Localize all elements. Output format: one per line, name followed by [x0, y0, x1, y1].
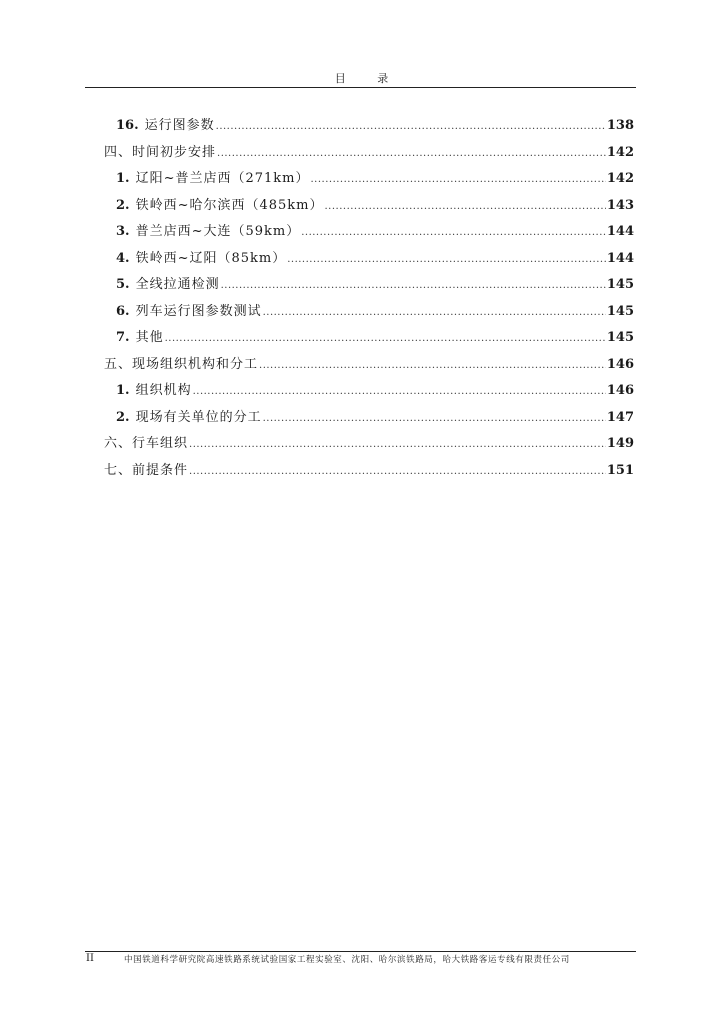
toc-entry-page: 145	[606, 330, 634, 345]
toc-entry[interactable]	[104, 114, 634, 141]
toc-entry[interactable]	[104, 273, 634, 300]
toc-entry-label	[104, 114, 215, 133]
toc-entry-text: 五、现场组织机构和分工	[104, 356, 259, 372]
toc-entry-label	[104, 273, 220, 292]
toc-entry[interactable]	[104, 300, 634, 327]
footer-divider	[85, 951, 636, 952]
toc-entry[interactable]	[104, 432, 634, 459]
toc-entry-label	[104, 141, 216, 160]
toc-entry-number: 4.	[116, 250, 130, 266]
toc-entry-number: 7.	[116, 330, 130, 345]
toc-entry[interactable]	[104, 167, 634, 194]
toc-leader-dots	[263, 307, 606, 318]
toc-leader-dots	[301, 227, 606, 238]
toc-leader-dots	[217, 148, 606, 159]
toc-leader-dots	[325, 201, 606, 212]
toc-leader-dots	[189, 466, 606, 477]
toc-entry-label	[104, 247, 286, 266]
toc-leader-dots	[221, 280, 606, 291]
toc-entry-label	[104, 300, 262, 319]
toc-leader-dots	[216, 121, 606, 132]
toc-entry-number: 5.	[116, 277, 130, 292]
toc-entry-label	[104, 379, 192, 398]
toc-entry[interactable]	[104, 353, 634, 380]
toc-entry-page: 144	[606, 224, 634, 239]
toc-entry-label	[104, 406, 262, 425]
toc-entry-text: 六、行车组织	[104, 436, 189, 451]
toc-entry-number: 1.	[116, 383, 130, 398]
toc-entry-page: 143	[606, 197, 634, 213]
toc-entry[interactable]	[104, 141, 634, 168]
toc-entry[interactable]	[104, 406, 634, 433]
page-header-title: 目 录	[334, 72, 403, 85]
toc-entry-text: 运行图参数	[144, 118, 215, 133]
toc-entry-text: 普兰店西~大连（59km）	[135, 224, 301, 239]
footer-page-number: II	[86, 953, 94, 964]
toc-entry-page: 146	[606, 383, 634, 398]
toc-entry-text: 铁岭西~哈尔滨西（485km）	[135, 197, 324, 213]
toc-entry-page: 149	[606, 436, 634, 451]
toc-entry-page: 142	[606, 171, 634, 186]
toc-entry-label	[104, 220, 300, 239]
toc-leader-dots	[263, 413, 606, 424]
footer-organization-text: 中国铁道科学研究院高速铁路系统试验国家工程实验室、沈阳、哈尔滨铁路局，哈大铁路客运专线有限责任公司	[124, 955, 570, 965]
toc-entry-text: 其他	[135, 330, 164, 345]
toc-entry-page: 138	[606, 118, 634, 133]
toc-entry-text: 列车运行图参数测试	[135, 303, 262, 319]
toc-entry-number: 1.	[116, 171, 130, 186]
toc-entry-number: 3.	[116, 224, 130, 239]
toc-leader-dots	[311, 174, 606, 185]
toc-entry-text: 七、前提条件	[104, 462, 189, 478]
toc-leader-dots	[189, 439, 606, 450]
toc-entry-page: 147	[606, 409, 634, 425]
header-divider	[85, 87, 636, 88]
toc-entry-label	[104, 326, 164, 345]
toc-entry-text: 辽阳~普兰店西（271km）	[135, 171, 310, 186]
toc-entry-page: 144	[606, 250, 634, 266]
toc-entry-text: 组织机构	[135, 383, 192, 398]
toc-entry-text: 全线拉通检测	[135, 277, 220, 292]
toc-leader-dots	[193, 386, 606, 397]
toc-entry-label	[104, 353, 258, 372]
toc-leader-dots	[259, 360, 606, 371]
toc-entry-text: 四、时间初步安排	[104, 144, 217, 160]
toc-entry-page: 142	[606, 144, 634, 160]
toc-entry-label	[104, 459, 188, 478]
toc-entry-text: 铁岭西~辽阳（85km）	[135, 250, 287, 266]
toc-entry[interactable]	[104, 194, 634, 221]
toc-entry-page: 145	[606, 277, 634, 292]
table-of-contents	[104, 114, 634, 485]
toc-leader-dots	[287, 254, 606, 265]
toc-entry-page: 145	[606, 303, 634, 319]
toc-entry-label	[104, 167, 310, 186]
toc-entry-page: 146	[606, 356, 634, 372]
toc-entry[interactable]	[104, 220, 634, 247]
toc-entry-number: 16.	[116, 118, 139, 133]
toc-entry[interactable]	[104, 379, 634, 406]
toc-entry-number: 6.	[116, 303, 130, 319]
toc-entry[interactable]	[104, 247, 634, 274]
toc-entry-label	[104, 432, 188, 451]
toc-entry[interactable]	[104, 459, 634, 486]
toc-entry-page: 151	[606, 462, 634, 478]
toc-entry-text: 现场有关单位的分工	[135, 409, 262, 425]
toc-entry-number: 2.	[116, 409, 130, 425]
toc-leader-dots	[165, 333, 606, 344]
toc-entry-number: 2.	[116, 197, 130, 213]
toc-entry-label	[104, 194, 324, 213]
toc-entry[interactable]	[104, 326, 634, 353]
